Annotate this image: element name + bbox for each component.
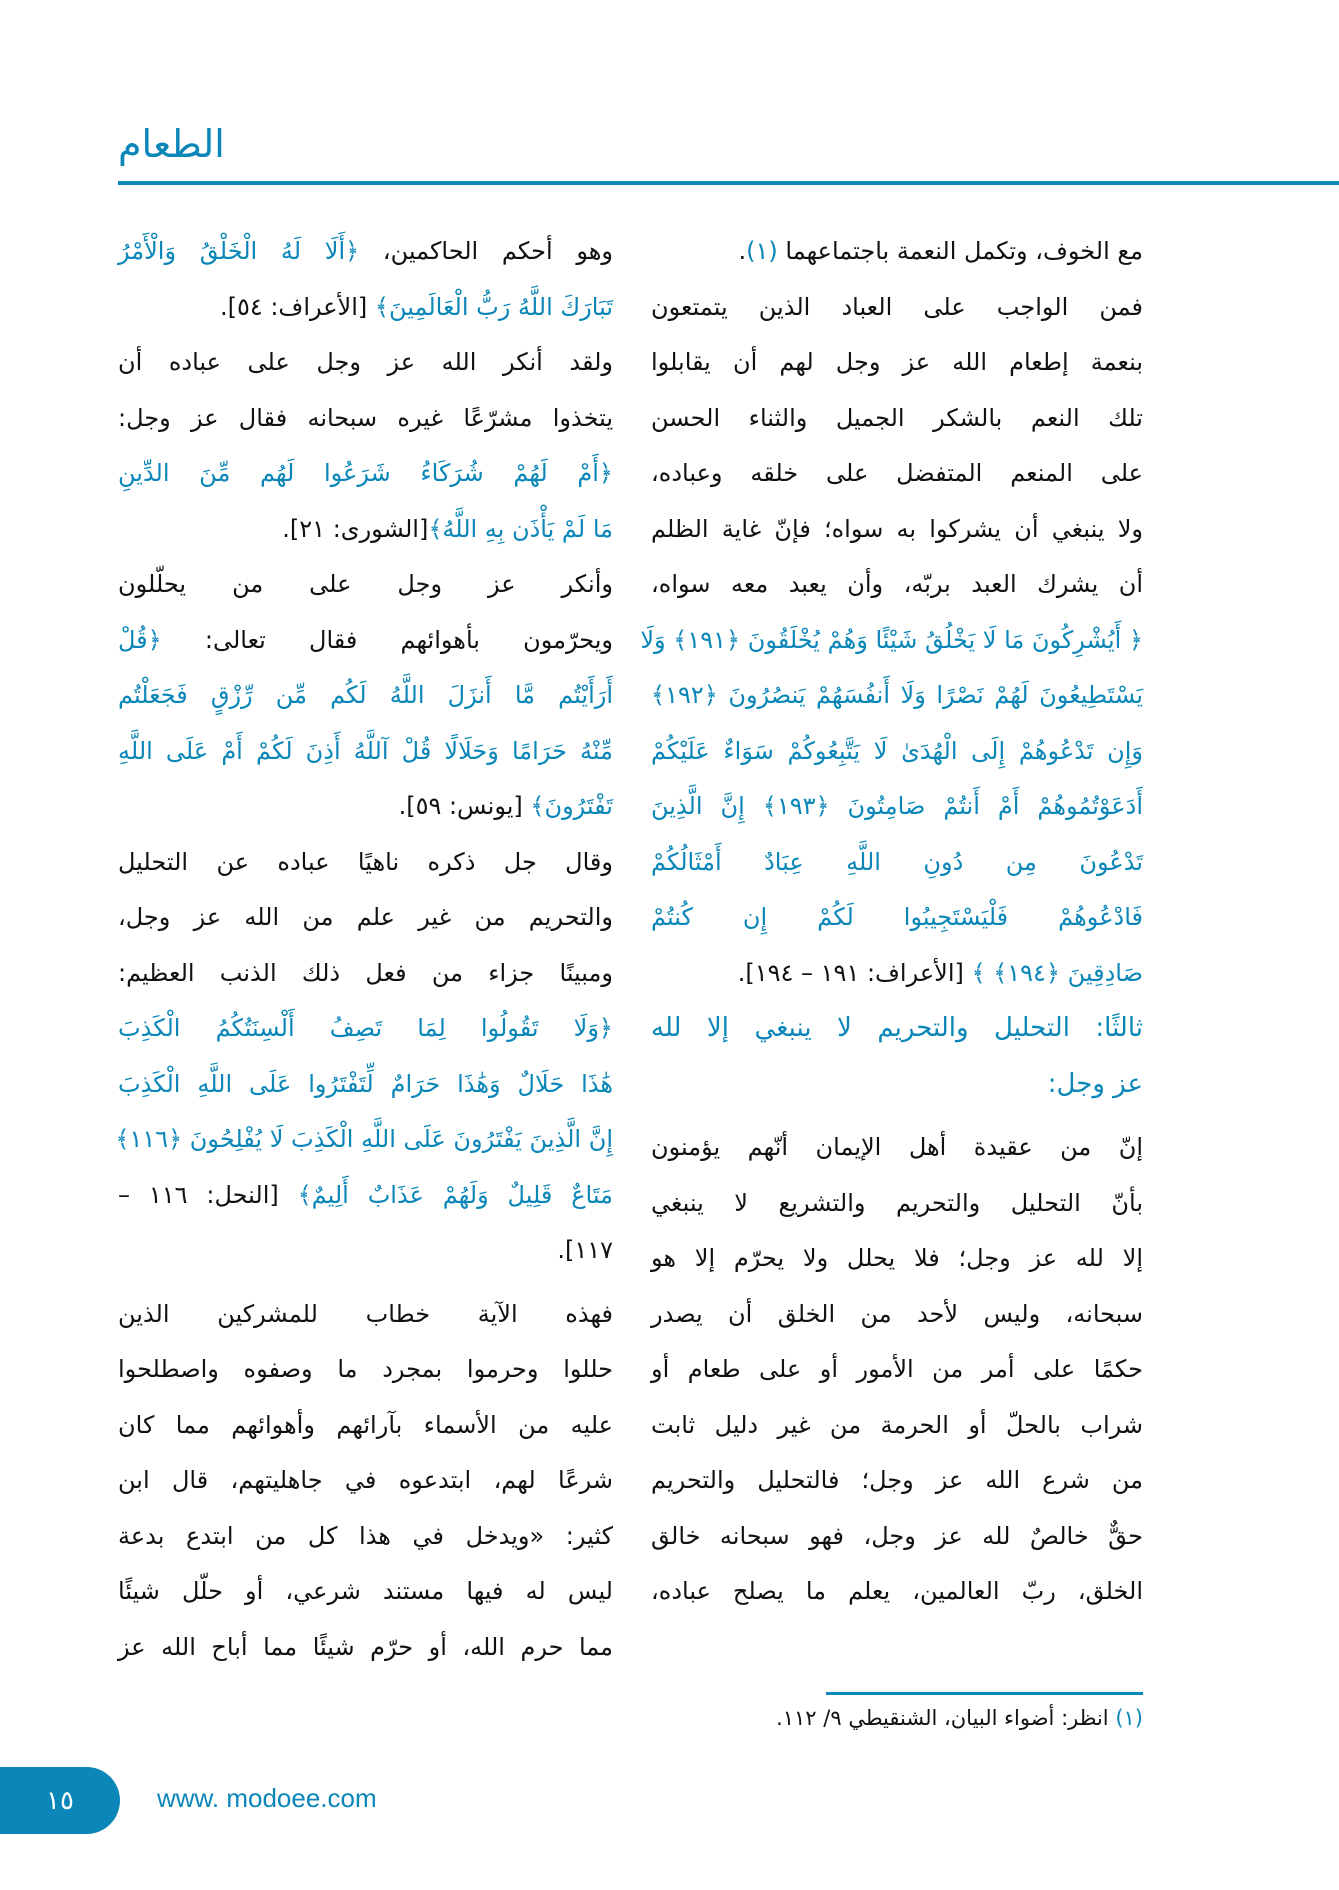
chapter-title: الطعام	[118, 122, 225, 166]
quran-verse-text: تَدْعُونَ مِن دُونِ اللَّهِ عِبَادٌ أَمْثَالُكُمْ	[651, 847, 1143, 876]
footnote-number: (١)	[1115, 1706, 1143, 1730]
body-text: الخلق، ربّ العالمين، يعلم ما يصلح عباده،	[651, 1577, 1143, 1605]
page-number: ١٥	[46, 1785, 74, 1816]
left-text-column	[115, 224, 613, 1675]
header-divider	[118, 181, 1339, 185]
text-line	[118, 946, 613, 1002]
text-line	[118, 224, 613, 280]
body-text: يتخذوا مشرّعًا غيره سبحانه فقال عز وجل:	[118, 403, 613, 432]
body-text: مع الخوف، وتكمل النعمة باجتماعهما	[777, 237, 1143, 265]
text-line	[651, 1342, 1143, 1398]
quran-verse-text: تَفْتَرُونَ﴾	[530, 792, 613, 820]
text-line	[651, 502, 1143, 558]
text-line	[651, 1509, 1143, 1565]
text-line	[651, 946, 1143, 1002]
text-line	[651, 1287, 1143, 1343]
body-text: كثير: «ويدخل في هذا كل من ابتدع بدعة	[118, 1521, 613, 1550]
body-text: ويحرّمون بأهوائهم فقال تعالى:	[161, 625, 613, 654]
text-line	[118, 1001, 613, 1057]
body-text: فهذه الآية خطاب للمشركين الذين	[118, 1299, 613, 1328]
quran-verse-text: ﴿ أَيُشْرِكُونَ مَا لَا يَخْلُقُ شَيْئًا وَهُمْ يُخْلَقُونَ ﴿١٩١﴾ وَلَا	[640, 625, 1143, 654]
quran-verse-text: ﴿أَمْ لَهُمْ شُرَكَاءُ شَرَعُوا لَهُم مِّنَ الدِّينِ	[118, 459, 613, 487]
text-line	[651, 335, 1143, 391]
body-text: على المنعم المتفضل على خلقه وعباده،	[651, 459, 1143, 487]
quran-verse-text: (١)	[746, 237, 778, 265]
text-line	[118, 1453, 613, 1509]
body-text: مما حرم الله، أو حرّم شيئًا مما أباح الله عز	[118, 1632, 613, 1661]
body-text: ليس له فيها مستند شرعي، أو حلّل شيئًا	[118, 1577, 613, 1605]
body-text: حكمًا على أمر من الأمور أو على طعام أو	[651, 1355, 1143, 1383]
body-text: ومبينًا جزاء من فعل ذلك الذنب العظيم:	[118, 958, 613, 987]
text-line	[118, 1223, 613, 1279]
body-text: شرعًا لهم، ابتدعوه في جاهليتهم، قال ابن	[118, 1466, 613, 1494]
text-line	[118, 1509, 613, 1565]
text-line	[651, 280, 1143, 336]
text-line	[651, 1398, 1143, 1454]
text-line	[651, 1564, 1143, 1620]
text-line	[651, 1231, 1143, 1287]
footnote-text: انظر: أضواء البيان، الشنقيطي ٩/ ١١٢.	[776, 1706, 1116, 1730]
text-line	[651, 779, 1143, 835]
text-line	[118, 613, 613, 669]
body-text: [الشورى: ٢١].	[282, 514, 429, 543]
text-line	[118, 1168, 613, 1224]
quran-verse-text: يَسْتَطِيعُونَ لَهُمْ نَصْرًا وَلَا أَنفُسَهُمْ يَنصُرُونَ ﴿١٩٢﴾	[651, 681, 1143, 709]
text-line	[640, 613, 1143, 669]
body-text: حللوا وحرموا بمجرد ما وصفوه واصطلحوا	[118, 1355, 613, 1383]
text-line	[115, 1112, 613, 1168]
right-text-column	[640, 224, 1144, 1620]
body-text: ولا ينبغي أن يشركوا به سواه؛ فإنّ غاية الظلم	[651, 514, 1143, 543]
body-text: أن يشرك العبد بربّه، وأن يعبد معه سواه،	[651, 570, 1143, 598]
body-text: ولقد أنكر الله عز وجل على عباده أن	[118, 348, 613, 376]
text-line	[118, 391, 613, 447]
quran-verse-text: صَادِقِينَ ﴿١٩٤﴾ ﴾	[971, 958, 1143, 987]
body-text: إنّ من عقيدة أهل الإيمان أنّهم يؤمنون	[651, 1133, 1143, 1161]
text-line	[118, 779, 613, 835]
body-text: تلك النعم بالشكر الجميل والثناء الحسن	[651, 403, 1143, 432]
website-link[interactable]: www. modoee.com	[157, 1783, 377, 1813]
body-text: فمن الواجب على العباد الذين يتمتعون	[651, 292, 1143, 321]
text-line	[118, 890, 613, 946]
text-line	[651, 557, 1143, 613]
text-line	[651, 724, 1143, 780]
body-text: .	[738, 237, 747, 265]
text-line	[118, 724, 613, 780]
body-text: [النحل: ١١٦ –	[118, 1180, 298, 1209]
body-text: شراب بالحلّ أو الحرمة من غير دليل ثابت	[651, 1410, 1143, 1439]
quran-verse-text: أَرَأَيْتُم مَّا أَنزَلَ اللَّهُ لَكُم مِّن رِّزْقٍ فَجَعَلْتُم	[118, 681, 613, 709]
text-line	[118, 335, 613, 391]
quran-verse-text: ﴿قُلْ	[118, 625, 162, 654]
body-text: والتحريم من غير علم من الله عز وجل،	[118, 903, 613, 931]
body-text: وقال جل ذكره ناهيًا عباده عن التحليل	[118, 847, 613, 876]
quran-verse-text: مَا لَمْ يَأْذَن بِهِ اللَّهُ﴾	[428, 514, 613, 543]
body-text: [يونس: ٥٩].	[398, 792, 531, 820]
text-line	[118, 280, 613, 336]
text-line	[651, 1176, 1143, 1232]
quran-verse-text: مِّنْهُ حَرَامًا وَحَلَالًا قُلْ آللَّهُ أَذِنَ لَكُمْ أَمْ عَلَى اللَّهِ	[118, 736, 613, 765]
body-text: سبحانه، وليس لأحد من الخلق أن يصدر	[651, 1299, 1143, 1328]
body-text: وأنكر عز وجل على من يحلّلون	[118, 570, 613, 598]
section-heading-line	[651, 1001, 1143, 1057]
body-text: [الأعراف: ١٩١ – ١٩٤].	[737, 958, 972, 987]
body-text: ثالثًا: التحليل والتحريم لا ينبغي إلا لله	[651, 1013, 1143, 1043]
quran-verse-text: ﴿أَلَا لَهُ الْخَلْقُ وَالْأَمْرُ	[118, 237, 360, 265]
quran-verse-text: وَإِن تَدْعُوهُمْ إِلَى الْهُدَىٰ لَا يَتَّبِعُوكُمْ سَوَاءٌ عَلَيْكُمْ	[651, 736, 1143, 765]
text-line	[118, 668, 613, 724]
body-text: بنعمة إطعام الله عز وجل لهم أن يقابلوا	[651, 348, 1143, 376]
text-line	[651, 224, 1143, 280]
text-line	[118, 557, 613, 613]
body-text: وهو أحكم الحاكمين،	[359, 237, 613, 265]
footnote-divider	[826, 1692, 1143, 1695]
quran-verse-text: أَدَعَوْتُمُوهُمْ أَمْ أَنتُمْ صَامِتُونَ ﴿١٩٣﴾ إِنَّ الَّذِينَ	[651, 792, 1144, 820]
text-line	[651, 1120, 1143, 1176]
text-line	[118, 1287, 613, 1343]
page-number-badge	[0, 1767, 120, 1834]
body-text: حقٌّ خالصٌ لله عز وجل، فهو سبحانه خالق	[651, 1521, 1143, 1550]
text-line	[651, 446, 1143, 502]
quran-verse-text: إِنَّ الَّذِينَ يَفْتَرُونَ عَلَى اللَّهِ الْكَذِبَ لَا يُفْلِحُونَ ﴿١١٦﴾	[115, 1125, 613, 1153]
text-line	[651, 835, 1143, 891]
body-text: إلا لله عز وجل؛ فلا يحلل ولا يحرّم إلا هو	[651, 1244, 1143, 1272]
text-line	[651, 391, 1143, 447]
text-line	[118, 502, 613, 558]
section-heading-line	[651, 1057, 1143, 1113]
quran-verse-text: فَادْعُوهُمْ فَلْيَسْتَجِيبُوا لَكُمْ إِن كُنتُمْ	[651, 903, 1143, 931]
text-line	[651, 1453, 1143, 1509]
text-line	[651, 890, 1143, 946]
text-line	[118, 1620, 613, 1676]
body-text: عز وجل:	[1047, 1068, 1143, 1099]
text-line	[118, 1057, 613, 1113]
quran-verse-text: مَتَاعٌ قَلِيلٌ وَلَهُمْ عَذَابٌ أَلِيمٌ﴾	[297, 1180, 613, 1209]
body-text: من شرع الله عز وجل؛ فالتحليل والتحريم	[651, 1466, 1143, 1494]
quran-verse-text: ﴿وَلَا تَقُولُوا لِمَا تَصِفُ أَلْسِنَتُكُمُ الْكَذِبَ	[118, 1014, 613, 1042]
text-line	[118, 446, 613, 502]
body-text: [الأعراف: ٥٤].	[219, 292, 375, 321]
quran-verse-text: تَبَارَكَ اللَّهُ رَبُّ الْعَالَمِينَ﴾	[374, 292, 613, 321]
text-line	[651, 668, 1143, 724]
body-text: بأنّ التحليل والتحريم والتشريع لا ينبغي	[651, 1188, 1143, 1217]
text-line	[118, 1398, 613, 1454]
body-text: عليه من الأسماء بآرائهم وأهوائهم مما كان	[118, 1410, 613, 1439]
text-line	[118, 1342, 613, 1398]
footnote	[600, 1706, 1143, 1730]
quran-verse-text: هَٰذَا حَلَالٌ وَهَٰذَا حَرَامٌ لِّتَفْتَرُوا عَلَى اللَّهِ الْكَذِبَ	[118, 1069, 613, 1098]
text-line	[118, 835, 613, 891]
text-line	[118, 1564, 613, 1620]
body-text: ١١٧].	[557, 1236, 613, 1264]
